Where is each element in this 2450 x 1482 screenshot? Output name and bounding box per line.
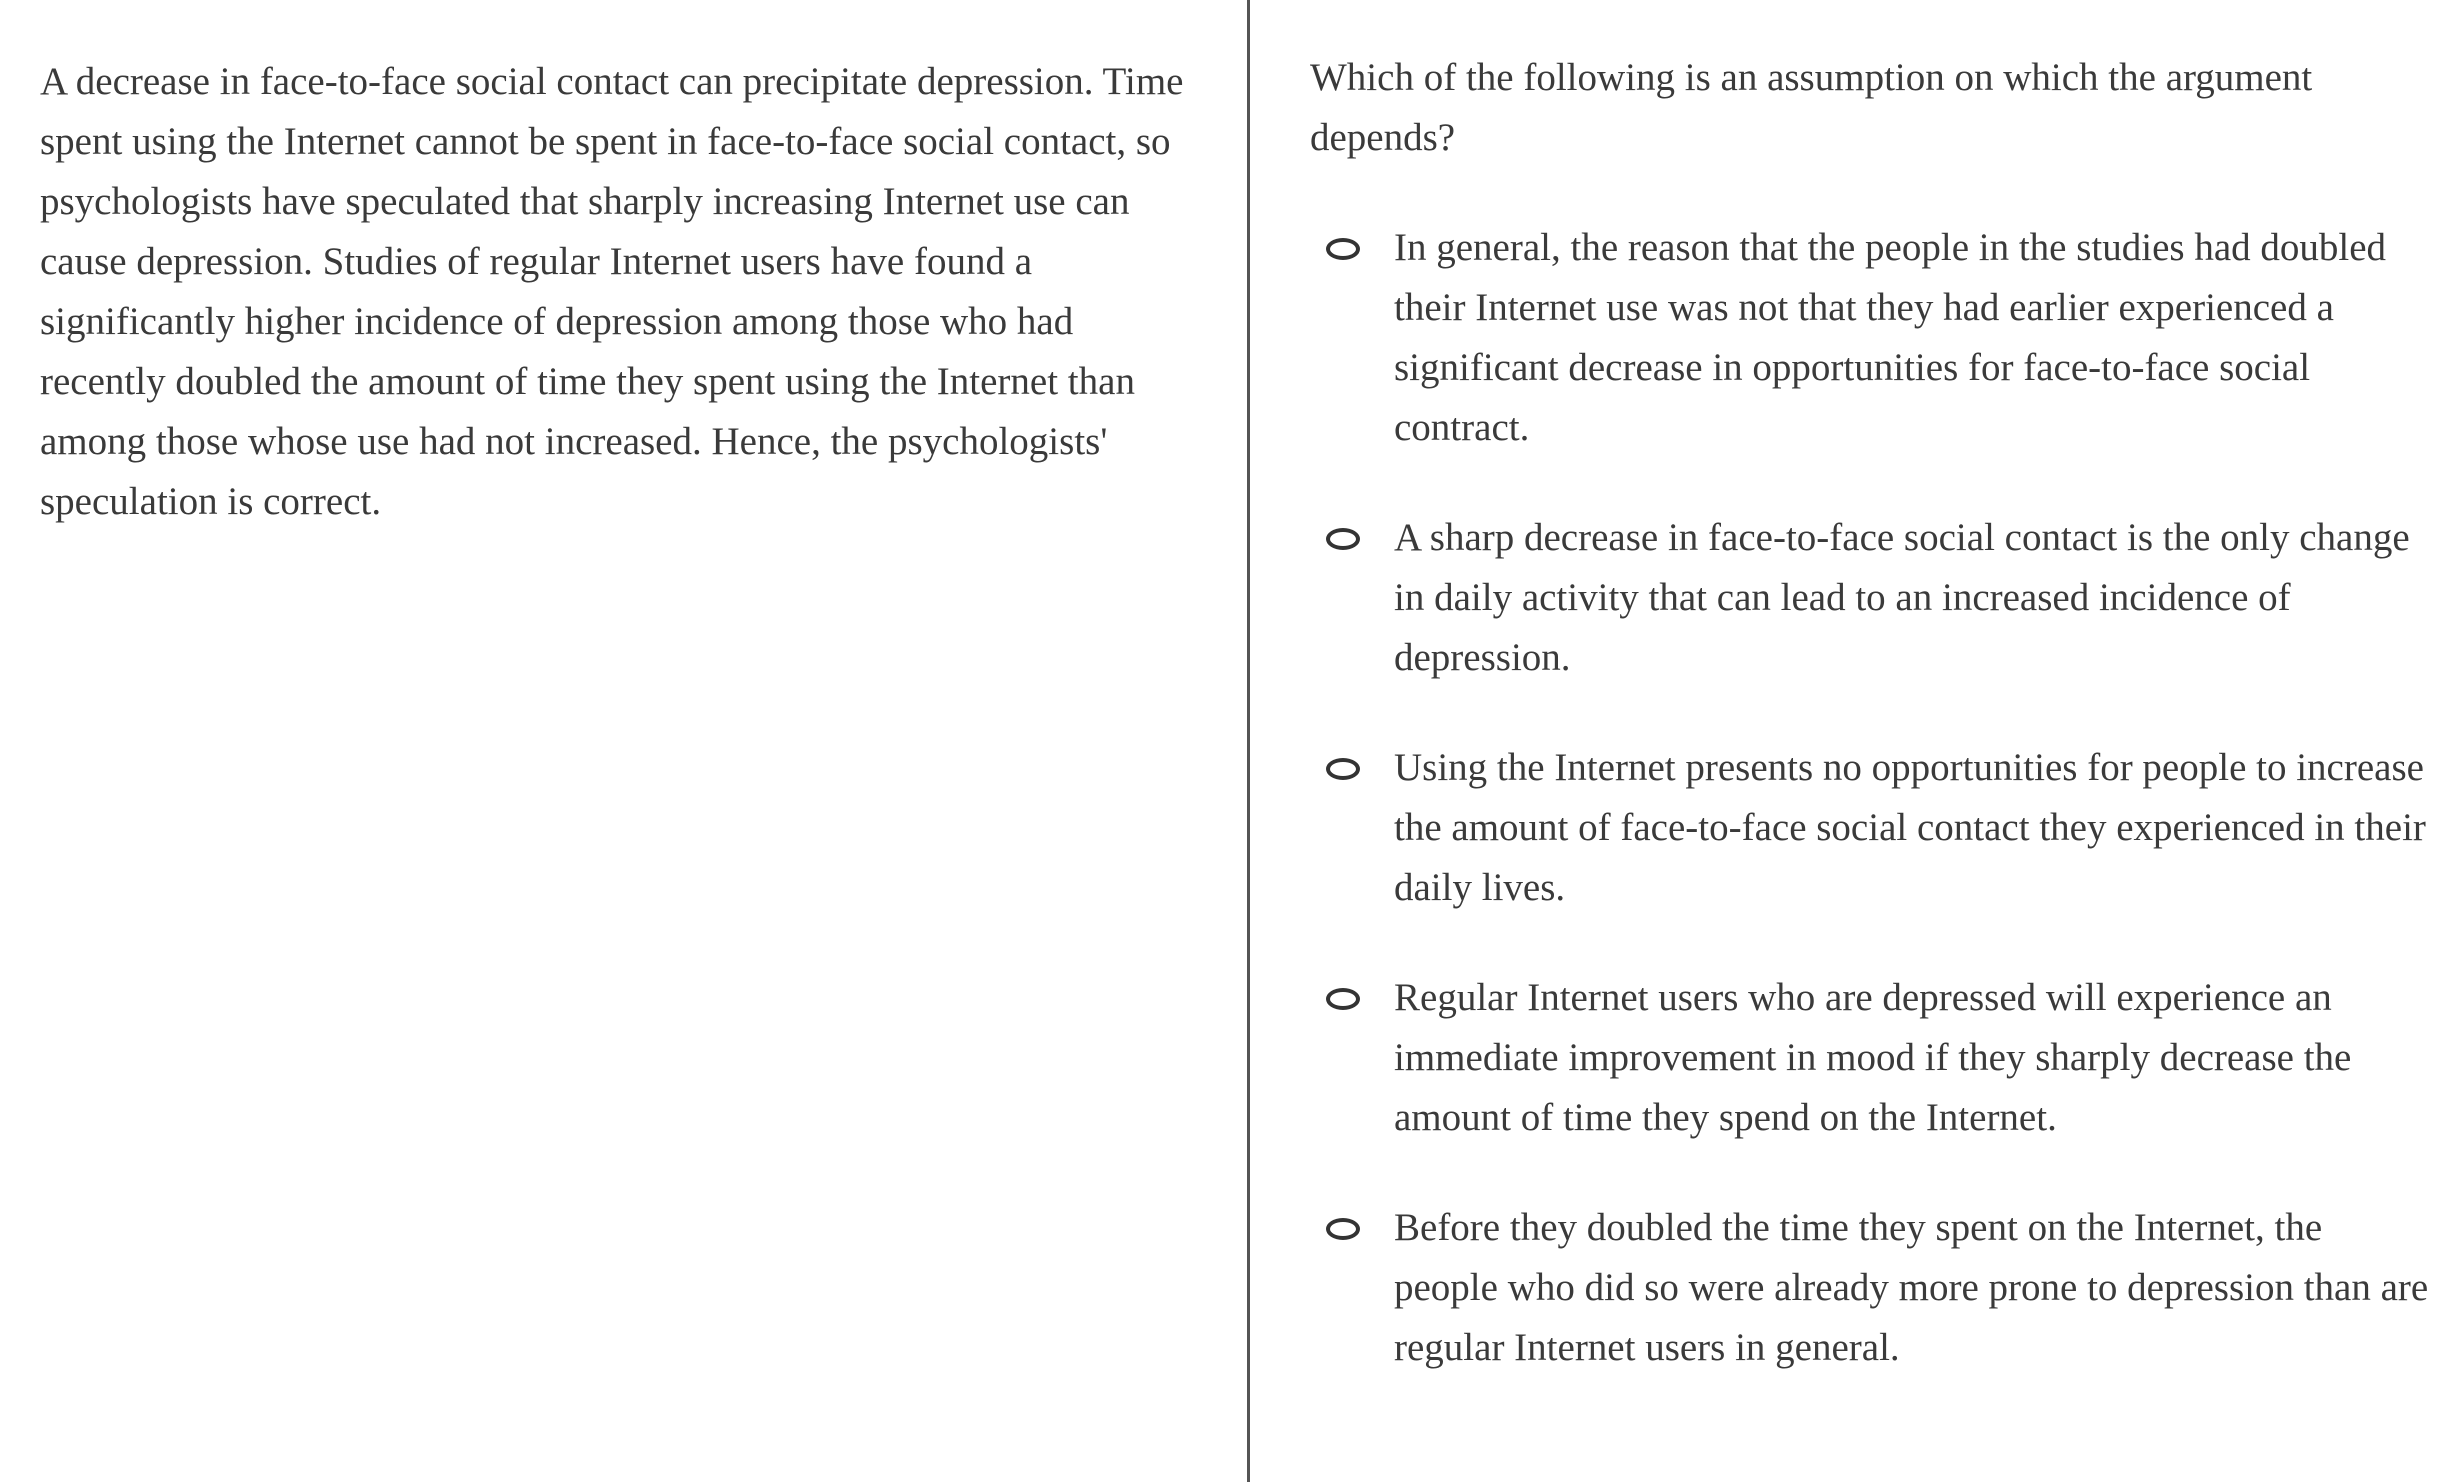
answer-option-d[interactable] (1310, 968, 2430, 1148)
radio-button[interactable] (1326, 1218, 1360, 1240)
answer-option-text: Using the Internet presents no opportunities for people to increase the amount of face-to-face social contact they experienced in their daily lives. (1394, 746, 2426, 909)
question-prompt: Which of the following is an assumption on which the argument depends? (1310, 56, 2313, 159)
answer-option-c[interactable] (1310, 738, 2430, 918)
radio-button[interactable] (1326, 758, 1360, 780)
answer-option-b[interactable] (1310, 508, 2430, 688)
answer-option-a[interactable] (1310, 218, 2430, 458)
radio-button[interactable] (1326, 528, 1360, 550)
answer-option-text: In general, the reason that the people in the studies had doubled their Internet use was not that they had earlier experienced a significant decrease in opportunities for face-to-face social contract. (1394, 226, 2387, 449)
radio-button[interactable] (1326, 988, 1360, 1010)
answer-option-text: Before they doubled the time they spent on the Internet, the people who did so were already more prone to depression than are regular Internet users in general. (1394, 1206, 2429, 1369)
answer-options (1310, 218, 2430, 1428)
radio-button[interactable] (1326, 238, 1360, 260)
question-pane (1250, 0, 2450, 1482)
answer-option-text: A sharp decrease in face-to-face social contact is the only change in daily activity that can lead to an increased incidence of depression. (1394, 516, 2410, 679)
answer-option-text: Regular Internet users who are depressed will experience an immediate improvement in mood if they sharply decrease the amount of time they spend on the Internet. (1394, 976, 2352, 1139)
answer-option-e[interactable] (1310, 1198, 2430, 1378)
passage-text: A decrease in face-to-face social contact can precipitate depression. Time spent using the Internet cannot be spent in face-to-face social contact, so psychologists have speculated that sharply increasing Internet use can cause depression. Studies of regular Internet users have found a significantly higher incidence of depression among those who had recently doubled the amount of time they spent using the Internet than among those whose use had not increased. Hence, the psychologists' speculation is correct. (40, 60, 1184, 523)
